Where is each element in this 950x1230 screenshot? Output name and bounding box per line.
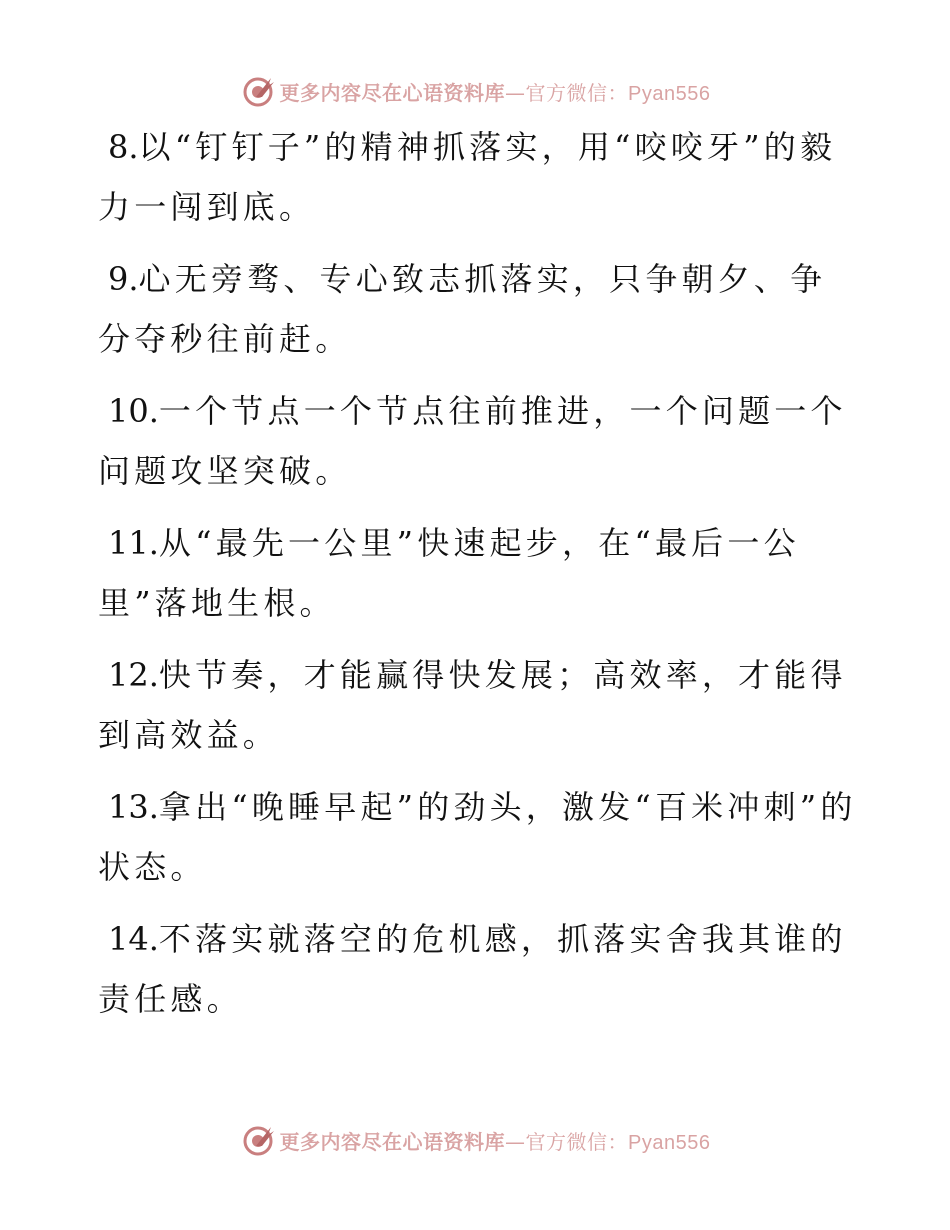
item-text: 心无旁骛、专心致志抓落实，只争朝夕、争分夺秒往前赶。 [98, 260, 827, 358]
watermark-wechat-label: 官方微信： [525, 1129, 629, 1154]
watermark-wechat-id: Pyan556 [628, 82, 711, 105]
item-number: 12. [108, 656, 159, 694]
watermark-brand: 更多内容尽在心语资料库 [279, 80, 506, 105]
item-number: 13. [108, 788, 159, 826]
watermark-brand: 更多内容尽在心语资料库 [279, 1129, 506, 1154]
header-watermark [0, 71, 950, 111]
list-item [98, 909, 858, 1029]
item-number: 11. [108, 524, 159, 562]
list-item [98, 249, 858, 369]
watermark-text [280, 77, 711, 106]
list-item [98, 381, 858, 501]
item-number: 8. [108, 128, 139, 166]
document-body [98, 117, 858, 1041]
item-text: 拿出“晚睡早起”的劲头，激发“百米冲刺”的状态。 [98, 788, 857, 886]
watermark-wechat-label: 官方微信： [525, 80, 629, 105]
watermark-wechat-id: Pyan556 [628, 1131, 711, 1154]
quill-pen-logo-icon [240, 73, 276, 109]
item-text: 一个节点一个节点往前推进，一个问题一个问题攻坚突破。 [98, 392, 847, 490]
list-item [98, 513, 858, 633]
watermark-separator: — [505, 80, 526, 105]
item-number: 9. [108, 260, 139, 298]
item-text: 不落实就落空的危机感，抓落实舍我其谁的责任感。 [98, 920, 847, 1018]
item-text: 以“钉钉子”的精神抓落实，用“咬咬牙”的毅力一闯到底。 [98, 128, 837, 226]
list-item [98, 645, 858, 765]
quill-pen-logo-icon [240, 1122, 276, 1158]
list-item [98, 117, 858, 237]
watermark-text [280, 1126, 711, 1155]
watermark-separator: — [505, 1129, 526, 1154]
footer-watermark [0, 1120, 950, 1160]
item-number: 10. [108, 392, 159, 430]
list-item [98, 777, 858, 897]
item-number: 14. [108, 920, 159, 958]
item-text: 快节奏，才能赢得快发展；高效率，才能得到高效益。 [98, 656, 847, 754]
item-text: 从“最先一公里”快速起步，在“最后一公里”落地生根。 [98, 524, 800, 622]
